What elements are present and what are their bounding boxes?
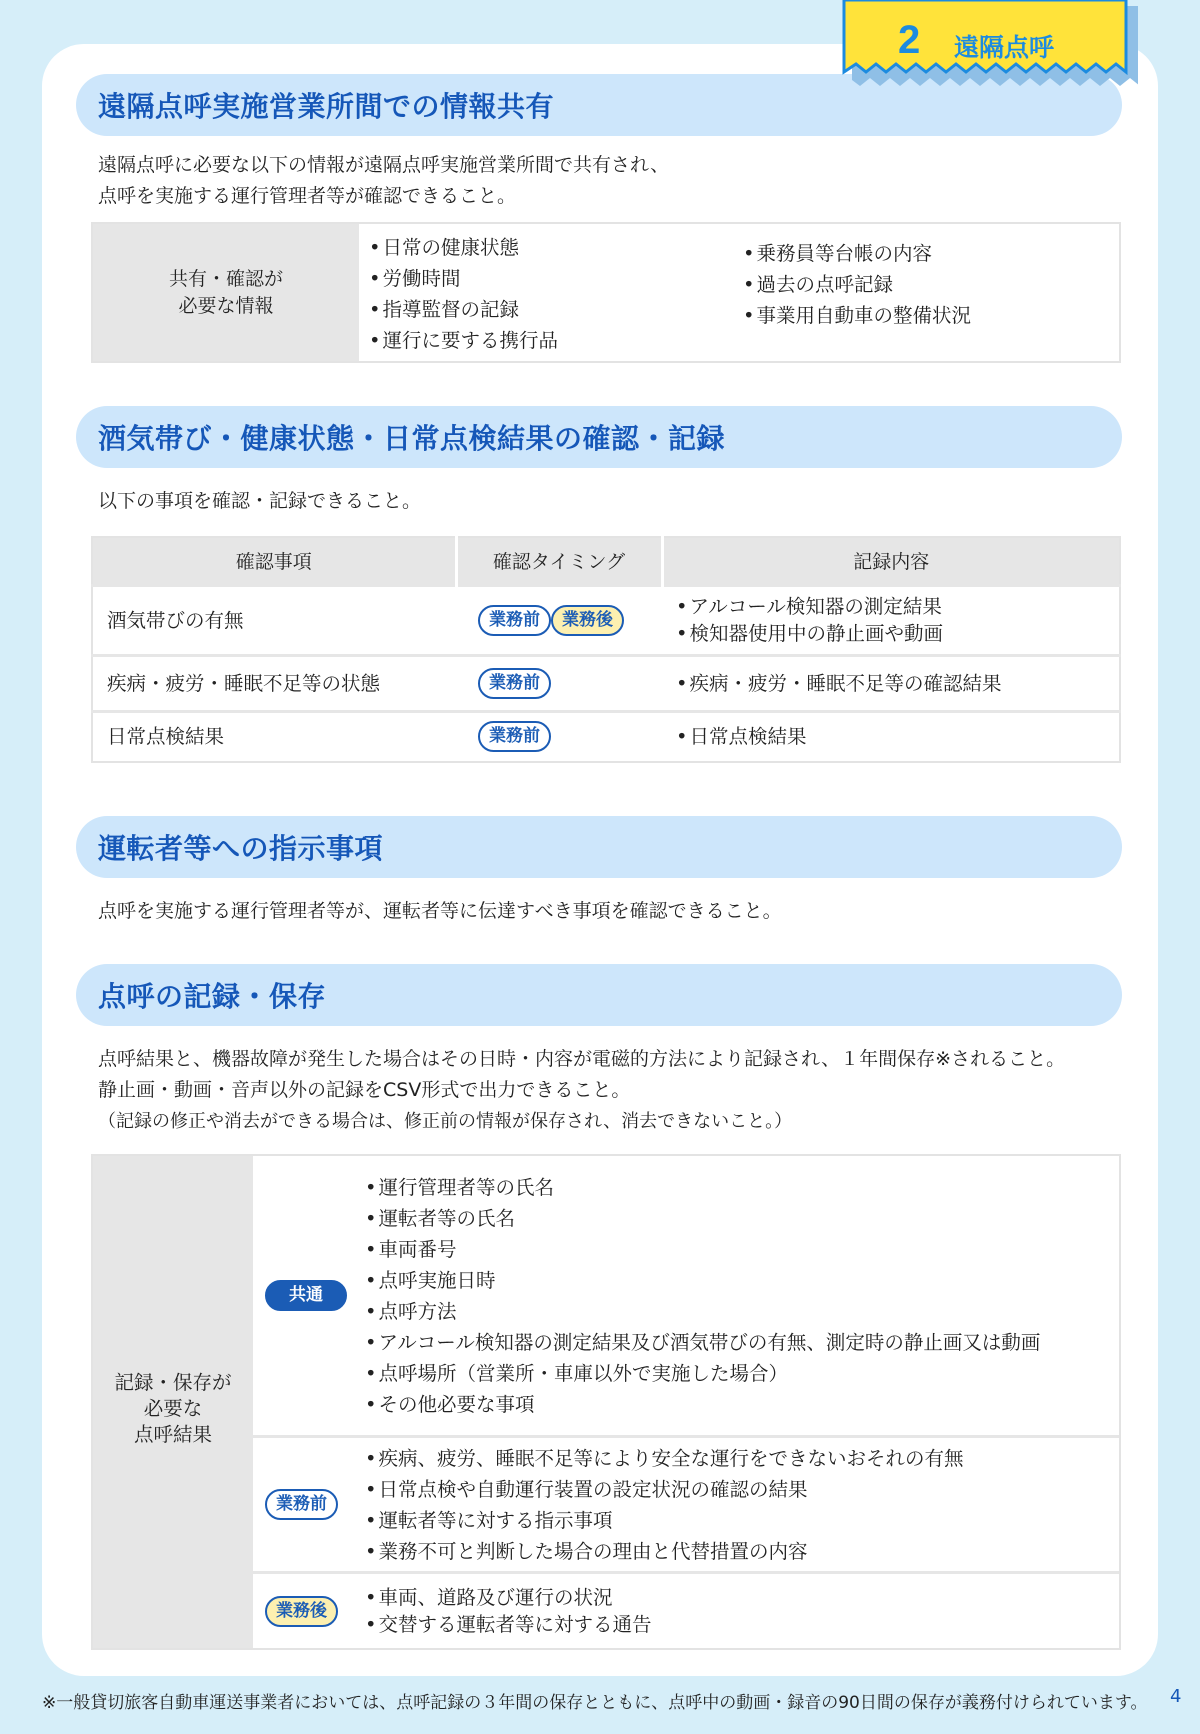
list-item: • アルコール検知器の測定結果及び酒気帯びの有無、測定時の静止画又は動画 bbox=[365, 1327, 1040, 1358]
after-work-badge: 業務後 bbox=[551, 605, 624, 636]
list-item: • 交替する運転者等に対する通告 bbox=[365, 1611, 652, 1638]
before-work-badge: 業務前 bbox=[478, 668, 551, 699]
record-items-table bbox=[91, 1154, 1121, 1650]
table-label: 記録・保存が 必要な 点呼結果 bbox=[93, 1156, 253, 1648]
record-group-before-work bbox=[253, 1438, 1119, 1574]
after-work-badge: 業務後 bbox=[265, 1596, 338, 1627]
chapter-tab bbox=[842, 0, 1138, 84]
page-number: 4 bbox=[1170, 1686, 1182, 1707]
record-group-common bbox=[253, 1156, 1119, 1438]
before-work-badge: 業務前 bbox=[478, 721, 551, 752]
chapter-number: 2 bbox=[898, 18, 921, 62]
list-item: • 事業用自動車の整備状況 bbox=[743, 300, 971, 331]
list-item: • 点呼実施日時 bbox=[365, 1265, 1040, 1296]
list-item: • 点呼場所（営業所・車庫以外で実施した場合） bbox=[365, 1358, 1040, 1389]
check-items-table bbox=[91, 536, 1121, 763]
column-header: 確認タイミング bbox=[456, 537, 662, 585]
shared-info-table bbox=[91, 222, 1121, 363]
list-item: • 乗務員等台帳の内容 bbox=[743, 238, 971, 269]
column-header: 記録内容 bbox=[662, 537, 1120, 585]
list-item: • 運行に要する携行品 bbox=[369, 325, 743, 356]
section-intro: 点呼結果と、機器故障が発生した場合はその日時・内容が電磁的方法により記録され、１年間保存※されること。 静止画・動画・音声以外の記録をCSV形式で出力できること。 （記録の修正や消去ができる場合は、修正前の情報が保存され、消去できないこと。） bbox=[98, 1048, 1066, 1132]
section-header-record-storage: 点呼の記録・保存 bbox=[76, 964, 1122, 1026]
list-item: • 運転者等の氏名 bbox=[365, 1203, 1040, 1234]
footnote: ※一般貸切旅客自動車運送事業者においては、点呼記録の３年間の保存とともに、点呼中の動画・録音の90日間の保存が義務付けられています。 bbox=[42, 1693, 1148, 1713]
section-header-info-sharing: 遠隔点呼実施営業所間での情報共有 bbox=[76, 74, 1122, 136]
list-item: • 労働時間 bbox=[369, 263, 743, 294]
list-item: • 日常の健康状態 bbox=[369, 232, 743, 263]
info-list-left bbox=[359, 224, 743, 361]
before-work-badge: 業務前 bbox=[478, 605, 551, 636]
list-item: • 日常点検や自動運行装置の設定状況の確認の結果 bbox=[365, 1474, 964, 1505]
list-item: • 車両番号 bbox=[365, 1234, 1040, 1265]
list-item: • 運行管理者等の氏名 bbox=[365, 1172, 1040, 1203]
list-item: • 点呼方法 bbox=[365, 1296, 1040, 1327]
section-intro: 遠隔点呼に必要な以下の情報が遠隔点呼実施営業所間で共有され、 点呼を実施する運行管理者等が確認できること。 bbox=[98, 154, 670, 207]
before-work-badge: 業務前 bbox=[265, 1489, 338, 1520]
table-label: 共有・確認が 必要な情報 bbox=[93, 224, 359, 361]
info-list-right bbox=[743, 224, 971, 361]
table-row: 酒気帯びの有無 業務前 業務後 • アルコール検知器の測定結果 • 検知器使用中の静止画や動画 bbox=[92, 585, 1120, 655]
table-row: 疾病・疲労・睡眠不足等の状態 業務前 • 疾病・疲労・睡眠不足等の確認結果 bbox=[92, 655, 1120, 711]
list-item: • 過去の点呼記録 bbox=[743, 269, 971, 300]
list-item: • 運転者等に対する指示事項 bbox=[365, 1505, 964, 1536]
record-group-after-work bbox=[253, 1574, 1119, 1648]
list-item: • 疾病、疲労、睡眠不足等により安全な運行をできないおそれの有無 bbox=[365, 1443, 964, 1474]
section-header-alcohol-check: 酒気帯び・健康状態・日常点検結果の確認・記録 bbox=[76, 406, 1122, 468]
table-row: 日常点検結果 業務前 • 日常点検結果 bbox=[92, 711, 1120, 762]
section-intro: 点呼を実施する運行管理者等が、運転者等に伝達すべき事項を確認できること。 bbox=[98, 900, 782, 922]
list-item: • 車両、道路及び運行の状況 bbox=[365, 1584, 652, 1611]
section-header-instructions: 運転者等への指示事項 bbox=[76, 816, 1122, 878]
list-item: • 業務不可と判断した場合の理由と代替措置の内容 bbox=[365, 1536, 964, 1567]
list-item: • その他必要な事項 bbox=[365, 1389, 1040, 1420]
column-header: 確認事項 bbox=[92, 537, 456, 585]
common-badge: 共通 bbox=[265, 1280, 347, 1311]
list-item: • 指導監督の記録 bbox=[369, 294, 743, 325]
chapter-label: 遠隔点呼 bbox=[954, 33, 1055, 62]
section-intro: 以下の事項を確認・記録できること。 bbox=[98, 490, 422, 512]
